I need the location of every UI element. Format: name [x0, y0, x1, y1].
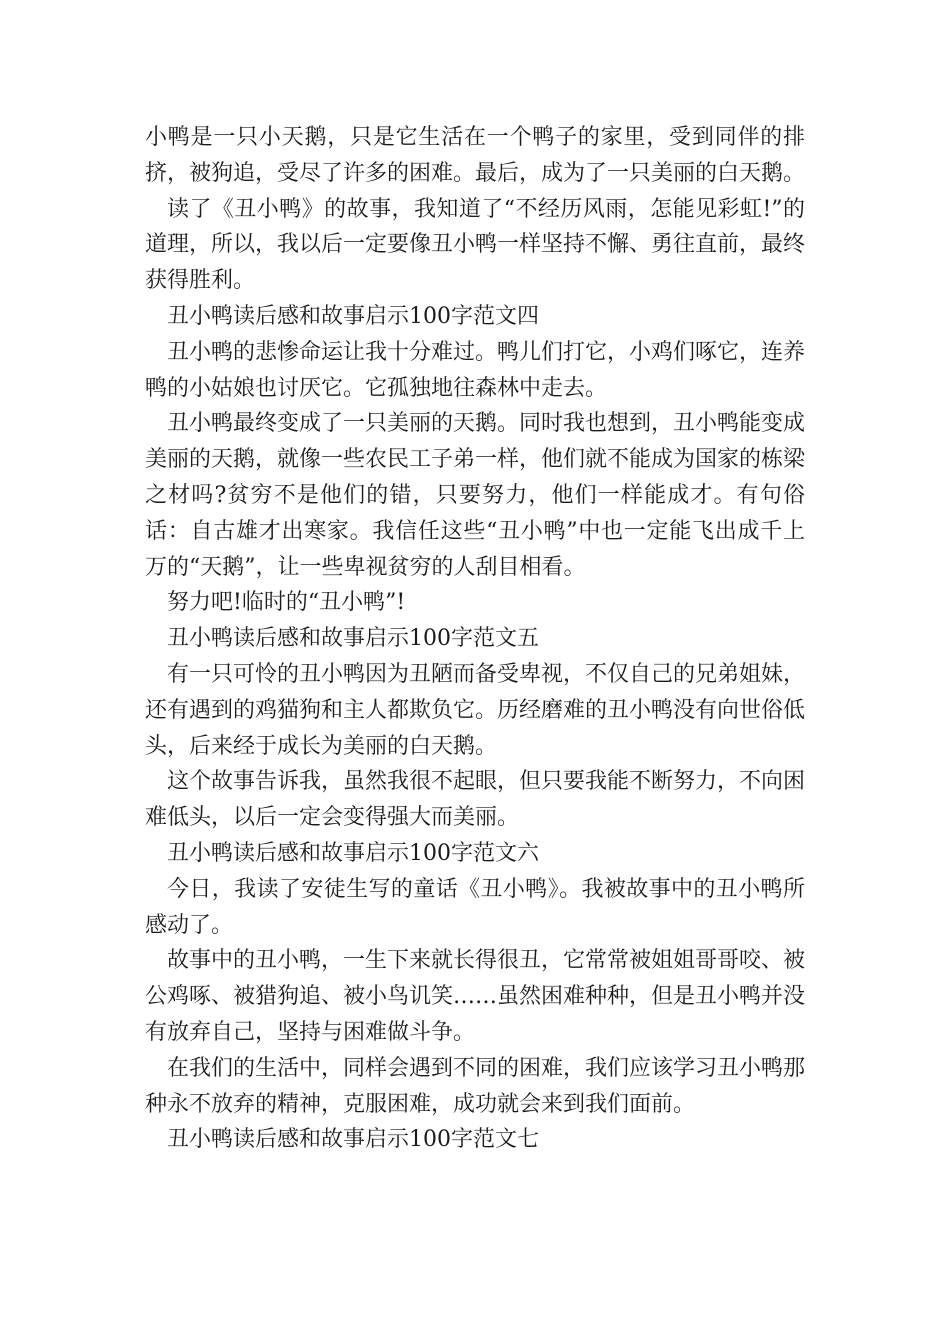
paragraph: 丑小鸭读后感和故事启示100字范文七	[167, 1127, 539, 1153]
paragraph: 丑小鸭读后感和故事启示100字范文五	[167, 626, 539, 652]
paragraph: 丑小鸭读后感和故事启示100字范文六	[167, 840, 539, 866]
paragraph: 努力吧!临时的“丑小鸭”!	[167, 590, 406, 616]
paragraph: 丑小鸭的悲惨命运让我十分难过。鸭儿们打它，小鸡们啄它，连养鸭的小姑娘也讨厌它。它孤独地往森林中走去。	[145, 339, 806, 401]
paragraph: 丑小鸭最终变成了一只美丽的天鹅。同时我也想到，丑小鸭能变成美丽的天鹅，就像一些农民工子弟一样，他们就不能成为国家的栋梁之材吗?贫穷不是他们的错，只要努力，他们一样能成才。有句俗话：自古雄才出寒家。我信任这些“丑小鸭”中也一定能飞出成千上万的“天鹅”，让一些卑视贫穷的人刮目相看。	[145, 411, 806, 580]
paragraph: 今日，我读了安徒生写的童话《丑小鸭》。我被故事中的丑小鸭所感动了。	[145, 876, 805, 938]
paragraph: 丑小鸭读后感和故事启示100字范文四	[167, 303, 539, 329]
document-body	[145, 120, 805, 1158]
paragraph: 在我们的生活中，同样会遇到不同的困难，我们应该学习丑小鸭那种永不放弃的精神，克服困难，成功就会来到我们面前。	[145, 1055, 806, 1117]
paragraph: 小鸭是一只小天鹅，只是它生活在一个鸭子的家里，受到同伴的排挤，被狗追，受尽了许多的困难。最后，成为了一只美丽的白天鹅。	[145, 125, 806, 186]
paragraph: 读了《丑小鸭》的故事，我知道了“不经历风雨，怎能见彩虹!”的道理，所以，我以后一定要像丑小鸭一样坚持不懈、勇往直前，最终获得胜利。	[145, 196, 806, 294]
paragraph: 故事中的丑小鸭，一生下来就长得很丑，它常常被姐姐哥哥咬、被公鸡啄、被猎狗追、被小鸟讥笑……虽然困难种种，但是丑小鸭并没有放弃自己，坚持与困难做斗争。	[145, 948, 806, 1045]
paragraph: 有一只可怜的丑小鸭因为丑陋而备受卑视，不仅自己的兄弟姐妹，还有遇到的鸡猫狗和主人都欺负它。历经磨难的丑小鸭没有向世俗低头，后来经于成长为美丽的白天鹅。	[145, 661, 806, 759]
paragraph: 这个故事告诉我，虽然我很不起眼，但只要我能不断努力，不向困难低头，以后一定会变得强大而美丽。	[145, 769, 806, 831]
